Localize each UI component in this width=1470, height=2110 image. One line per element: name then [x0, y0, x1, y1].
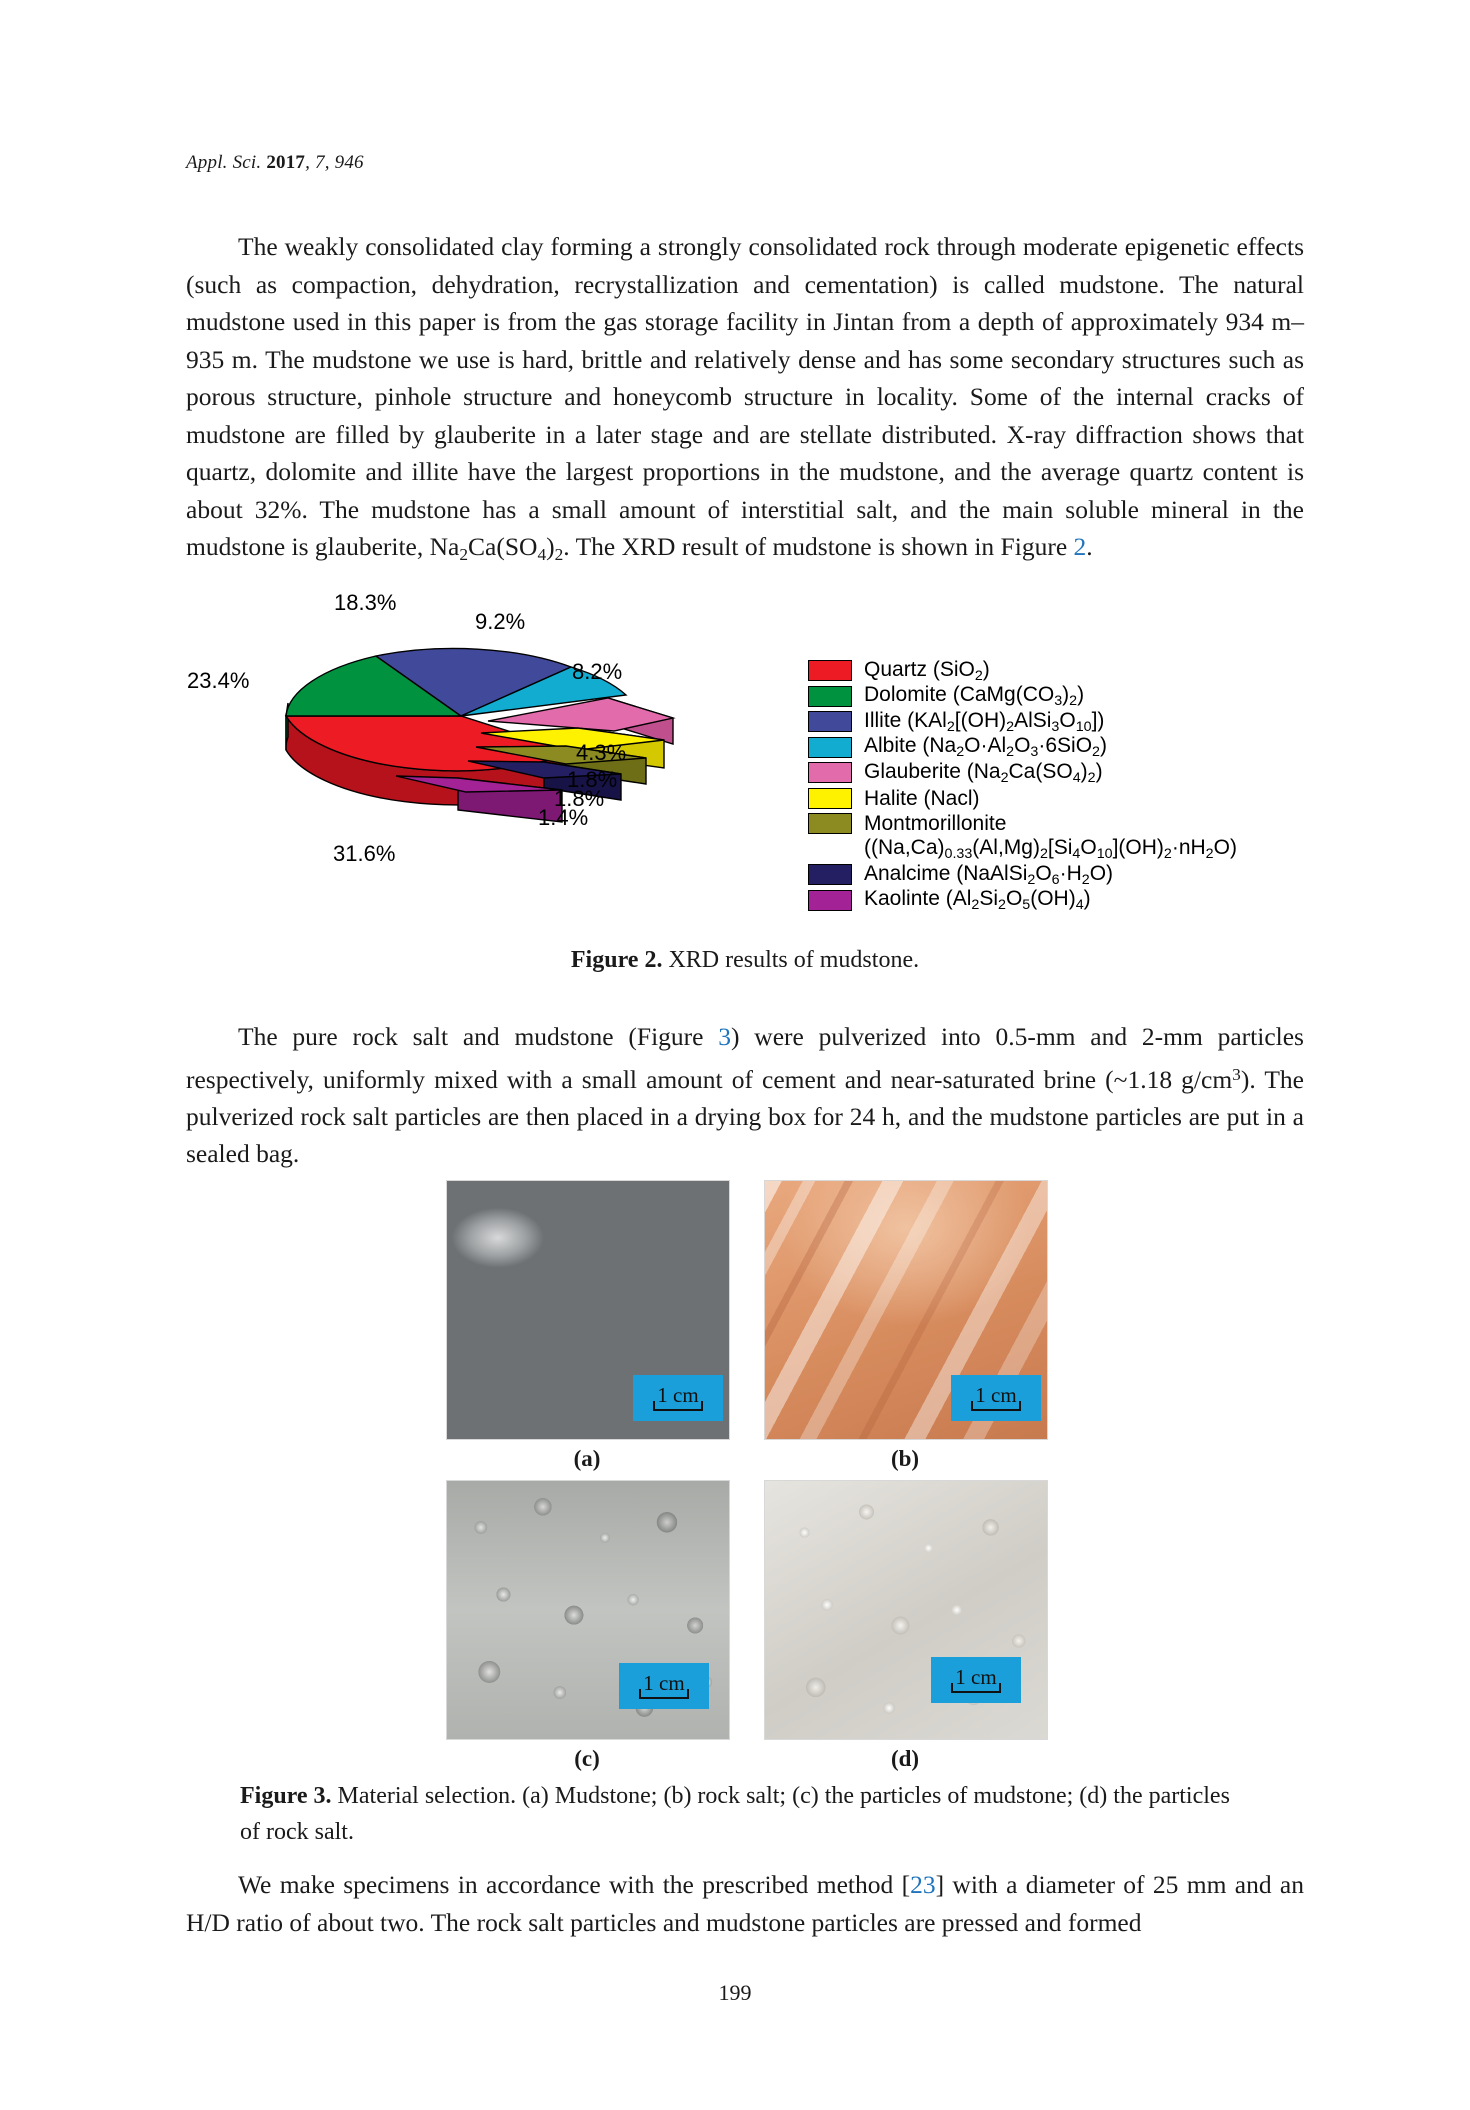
figure-3	[186, 1180, 1304, 1771]
scale-bar-label-c: 1 cm	[643, 1671, 685, 1695]
material-photo-grid	[446, 1180, 1046, 1780]
photo-label-b-text: (b)	[890, 1446, 920, 1471]
legend-label-montmorillonite-formula: $((Na,Ca)_{0.33}(Al,Mg)_2[Si_4O_{10}](OH)_2\cdot nH_2O)$	[864, 836, 1237, 863]
pie-label-quartz: 31.6%	[333, 841, 396, 866]
journal-year: 2017	[266, 152, 306, 173]
scale-bar-rule	[639, 1689, 688, 1699]
paragraph-1-text-end: .	[1086, 532, 1093, 561]
scale-bar-b	[951, 1375, 1041, 1421]
photo-label-b	[764, 1440, 1046, 1480]
pie-label-kaolinte: 1.4%	[538, 805, 589, 830]
legend-label-kaolinte: Kaolinte $(Al_2Si_2O_5(OH)_4)$	[864, 887, 1091, 914]
paragraph-1-text-b: Ca(SO	[468, 532, 538, 561]
legend-label-dolomite: Dolomite $(CaMg(CO_3)_2)$	[864, 683, 1085, 710]
scale-bar-label-a: 1 cm	[657, 1383, 699, 1407]
running-head	[186, 152, 364, 174]
paragraph-1-text-a: The weakly consolidated clay forming a strongly consolidated rock through moderate epigenetic effects (such as compaction, dehydration, recrystallization and cementation) is called mudstone. The natural mudstone used in this paper is from the gas storage facility in Jintan from a depth of approximately 934 m–935 m. The mudstone we use is hard, brittle and relatively dense and has some secondary structures such as porous structure, pinhole structure and honeycomb structure in locality. Some of the internal cracks of mudstone are filled by glauberite in a later stage and are stellate distributed. X-ray diffraction shows that quartz, dolomite and illite have the largest proportions in the mudstone, and the average quartz content is about 32%. The mudstone has a small amount of interstitial salt, and the main soluble mineral in the mudstone is glauberite, Na	[186, 232, 1304, 561]
pie-chart-svg	[226, 598, 806, 848]
scale-bar-d	[931, 1657, 1021, 1703]
scale-bar-inner	[971, 1385, 1020, 1411]
photo-rock-salt-particles[interactable]	[764, 1480, 1048, 1740]
paragraph-mudstone-description	[186, 228, 1304, 573]
figure-3-caption-text: Material selection. (a) Mudstone; (b) rock salt; (c) the particles of mudstone; (d) the particles of rock salt.	[240, 1783, 1230, 1845]
pie-chart-legend	[808, 658, 1308, 913]
legend-item-analcime	[808, 862, 1308, 888]
photo-rock-salt[interactable]	[764, 1180, 1048, 1440]
legend-swatch-quartz	[808, 660, 852, 681]
scale-bar-a	[633, 1375, 723, 1421]
paragraph-1-text-d: . The XRD result of mudstone is shown in Figure	[563, 532, 1074, 561]
paragraph-pulverization	[186, 1018, 1304, 1173]
photo-cell-c	[446, 1480, 728, 1780]
paragraph-2-text-b: ) were pulverized into 0.5-mm and 2-mm particles respectively, uniformly mixed with a small amount of cement and near-saturated brine (~1.18 g/cm	[186, 1022, 1304, 1094]
figure-3-caption-label: Figure 3.	[240, 1783, 332, 1809]
legend-item-illite	[808, 709, 1308, 735]
legend-label-halite: Halite (Nacl)	[864, 786, 980, 810]
pie-label-dolomite: 23.4%	[187, 668, 250, 693]
figure-2-crossref-link[interactable]: 2	[1073, 532, 1087, 561]
journal-name: Appl. Sci.	[186, 152, 262, 173]
legend-item-glauberite	[808, 760, 1308, 786]
legend-label-quartz: Quartz (SiO$_2$)	[864, 657, 990, 684]
scale-bar-label-d: 1 cm	[955, 1665, 997, 1689]
scale-bar-rule	[971, 1401, 1020, 1411]
scale-bar-rule	[951, 1683, 1000, 1693]
journal-volume-issue: , 7, 946	[305, 152, 364, 173]
figure-3-caption	[240, 1778, 1240, 1850]
page-number: 199	[718, 1980, 752, 2005]
photo-label-a-text: (a)	[573, 1446, 601, 1471]
paragraph-1-sub-3: 2	[554, 544, 564, 564]
paragraph-3-text-a: We make specimens in accordance with the prescribed method [	[238, 1870, 911, 1899]
legend-swatch-dolomite	[808, 686, 852, 707]
legend-label-illite: Illite $(KAl_2[(OH)_2AlSi_3O_{10}])$	[864, 708, 1105, 735]
pie-label-illite: 18.3%	[334, 590, 397, 615]
legend-swatch-analcime	[808, 864, 852, 885]
legend-label-analcime: Analcime $(NaAlSi_2O_6\cdot H_2O)$	[864, 861, 1114, 888]
photo-grid-row-2	[446, 1480, 1046, 1780]
photo-cell-a	[446, 1180, 728, 1480]
pie-label-analcime: 1.8%	[554, 786, 605, 811]
photo-mudstone[interactable]	[446, 1180, 730, 1440]
legend-swatch-spacer	[808, 839, 852, 860]
photo-label-d-text: (d)	[890, 1746, 920, 1771]
legend-swatch-montmorillonite	[808, 813, 852, 834]
legend-item-dolomite	[808, 684, 1308, 710]
photo-label-c-text: (c)	[574, 1746, 600, 1771]
legend-item-montmorillonite-formula	[808, 837, 1308, 863]
paragraph-1-sub-1: 2	[459, 544, 469, 564]
legend-swatch-halite	[808, 788, 852, 809]
paragraph-1-sub-2: 4	[537, 544, 547, 564]
pie-label-halite: 4.3%	[576, 740, 627, 765]
legend-swatch-albite	[808, 737, 852, 758]
legend-swatch-illite	[808, 711, 852, 732]
paragraph-2-superscript: 3	[1232, 1064, 1241, 1084]
pie-label-albite: 9.2%	[475, 609, 526, 634]
legend-item-quartz	[808, 658, 1308, 684]
paragraph-1-text-c: )	[546, 532, 555, 561]
photo-label-c	[446, 1740, 728, 1780]
legend-label-montmorillonite: Montmorillonite	[864, 812, 1007, 836]
scale-bar-inner	[639, 1673, 688, 1699]
paragraph-2-text-c: ). The pulverized rock salt particles are then placed in a drying box for 24 h, and the mudstone particles are put in a sealed bag.	[186, 1064, 1304, 1169]
figure-2	[186, 590, 1304, 928]
photo-cell-b	[764, 1180, 1046, 1480]
legend-swatch-kaolinte	[808, 890, 852, 911]
scale-bar-rule	[653, 1401, 702, 1411]
figure-3-crossref-link[interactable]: 3	[718, 1022, 731, 1051]
photo-mudstone-particles[interactable]	[446, 1480, 730, 1740]
paragraph-specimens	[186, 1866, 1304, 1941]
photo-grid-row-1	[446, 1180, 1046, 1480]
legend-swatch-glauberite	[808, 762, 852, 783]
photo-cell-d	[764, 1480, 1046, 1780]
legend-label-albite: Albite $(Na_2O\cdot Al_2O_3\cdot 6SiO_2)$	[864, 734, 1107, 761]
legend-item-kaolinte	[808, 888, 1308, 914]
photo-label-d	[764, 1740, 1046, 1780]
reference-23-link[interactable]: 23	[910, 1870, 936, 1899]
pie-label-glauberite: 8.2%	[572, 659, 623, 684]
photo-label-a	[446, 1440, 728, 1480]
legend-item-halite	[808, 786, 1308, 812]
legend-item-montmorillonite	[808, 811, 1308, 837]
paragraph-2-text-a: The pure rock salt and mudstone (Figure	[238, 1022, 719, 1051]
figure-2-caption-text: XRD results of mudstone.	[662, 947, 920, 973]
scale-bar-inner	[951, 1667, 1000, 1693]
legend-item-albite	[808, 735, 1308, 761]
scale-bar-c	[619, 1663, 709, 1709]
pie-label-montmorillonite: 1.8%	[567, 767, 618, 792]
scale-bar-inner	[653, 1385, 702, 1411]
xrd-pie-chart	[186, 590, 1304, 928]
figure-2-caption	[186, 942, 1304, 978]
paragraph-3-text-b: ] with a diameter of 25 mm and an H/D ratio of about two. The rock salt particles and mudstone particles are pressed and formed	[186, 1870, 1304, 1937]
scale-bar-label-b: 1 cm	[975, 1383, 1017, 1407]
figure-2-caption-label: Figure 2.	[570, 947, 663, 973]
legend-label-glauberite: Glauberite $(Na_2Ca(SO_4)_2)$	[864, 759, 1103, 786]
